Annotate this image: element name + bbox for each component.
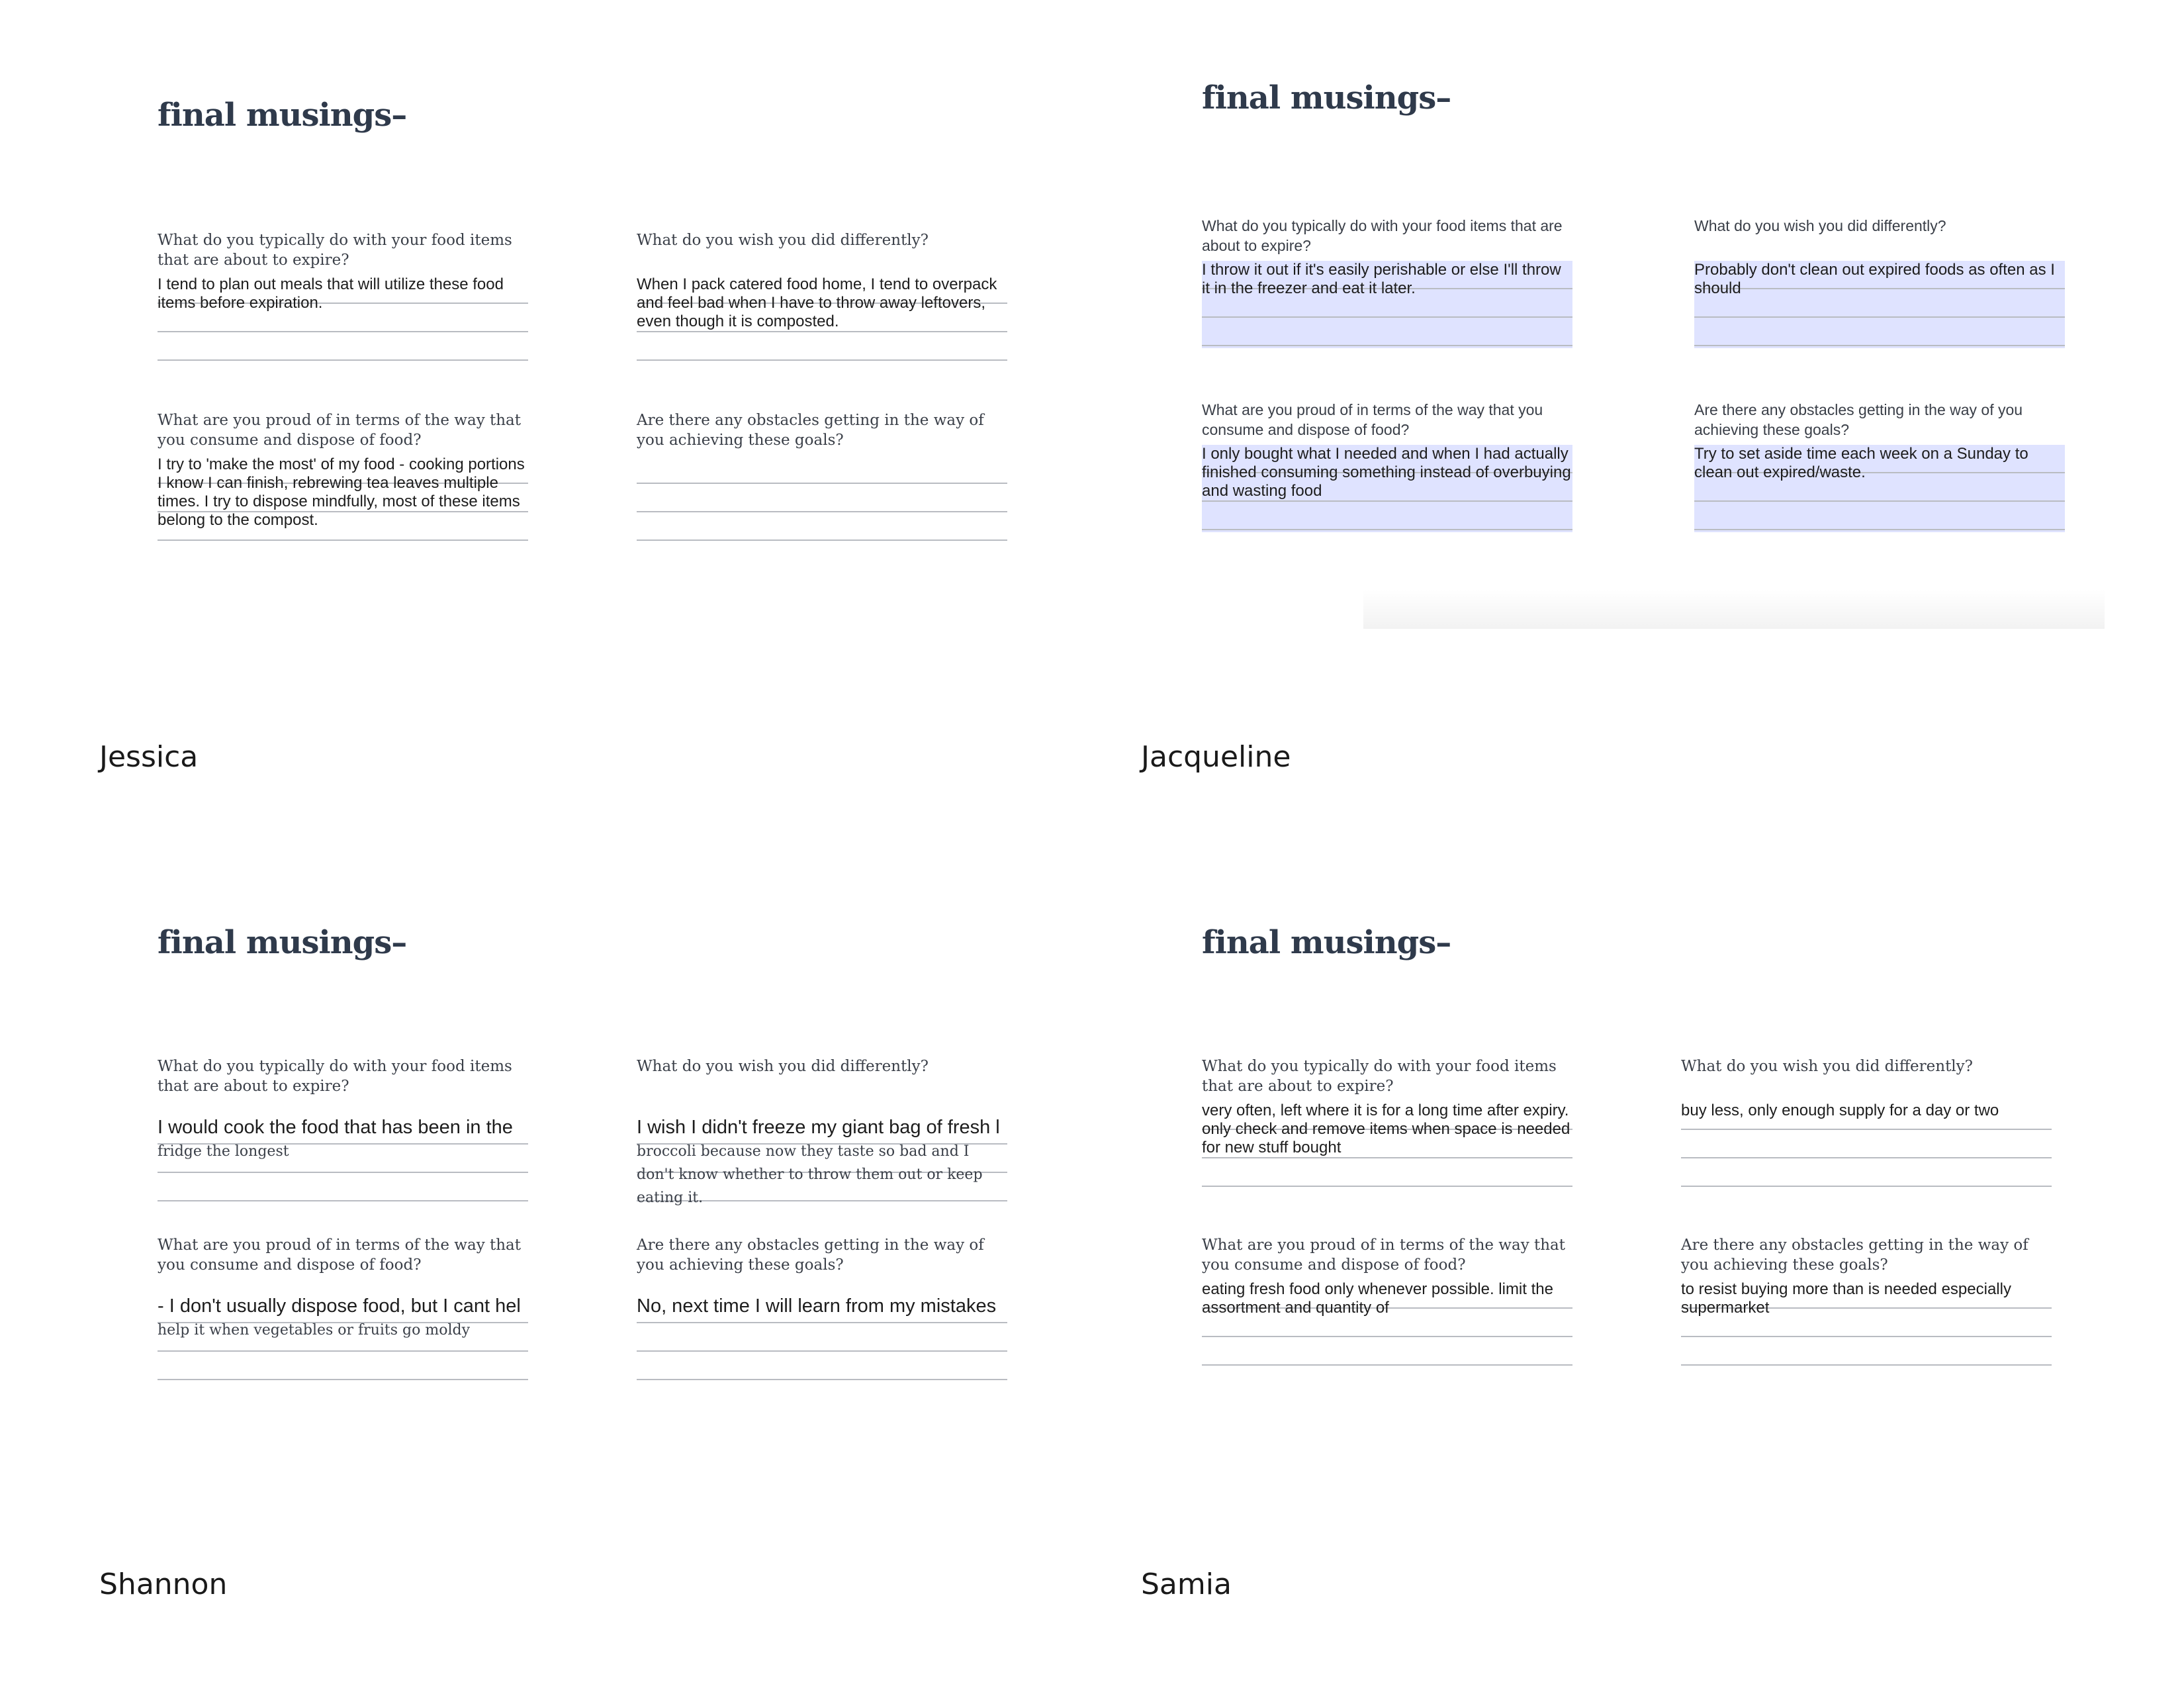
question-label: What are you proud of in terms of the way that you consume and dispose of food? xyxy=(158,1237,522,1274)
question-block-obstacles xyxy=(1681,1235,2052,1368)
answer-text xyxy=(158,1295,528,1340)
panel-title: final musings– xyxy=(1202,79,1451,117)
answer-text: Probably don't clean out expired foods as often as I should xyxy=(1694,261,2055,297)
question-block-wish xyxy=(1681,1056,2052,1189)
answer-line-2: help it when vegetables or fruits go moldy xyxy=(158,1322,471,1338)
panel-samia xyxy=(1092,827,2151,1601)
question-block-expire xyxy=(1202,216,1572,348)
question-block-obstacles xyxy=(637,410,1007,543)
answer-text: very often, left where it is for a long time after expiry. only check and remove items when space is needed for new stuff bought xyxy=(1202,1102,1570,1156)
answer-field[interactable] xyxy=(1202,1102,1572,1189)
answer-text: Try to set aside time each week on a Sunday to clean out expired/waste. xyxy=(1694,445,2028,481)
screenshot-shadow xyxy=(1363,589,2105,629)
question-label: Are there any obstacles getting in the way of you achieving these goals? xyxy=(637,412,984,449)
answer-text: When I pack catered food home, I tend to overpack and feel bad when I have to throw away leftovers, even though it is composted. xyxy=(637,275,997,330)
answer-line-2: broccoli because now they taste so bad and I don't know whether to throw them out or keep eating it. xyxy=(637,1143,983,1206)
question-block-obstacles xyxy=(1694,400,2065,532)
question-label: What do you wish you did differently? xyxy=(1681,1058,1973,1075)
answer-field[interactable] xyxy=(1681,1102,2052,1189)
answer-line-1: I would cook the food that has been in the xyxy=(158,1117,513,1138)
answer-field[interactable] xyxy=(1694,261,2065,348)
answer-field[interactable] xyxy=(158,455,528,543)
question-block-expire xyxy=(158,1056,528,1203)
answer-field[interactable] xyxy=(1202,445,1572,532)
answer-text: to resist buying more than is needed especially supermarket xyxy=(1681,1280,2011,1317)
answer-field[interactable] xyxy=(637,1116,1007,1206)
answer-text: I throw it out if it's easily perishable or else I'll throw it in the freezer and eat it later. xyxy=(1202,261,1561,297)
panel-title: final musings– xyxy=(158,924,407,961)
answer-text xyxy=(637,1295,1007,1317)
person-name: Shannon xyxy=(99,1568,228,1601)
question-block-proud xyxy=(158,1235,528,1382)
answer-field[interactable] xyxy=(158,275,528,363)
question-label: What do you typically do with your food items that are about to expire? xyxy=(1202,217,1563,254)
question-block-expire xyxy=(158,230,528,363)
question-block-proud xyxy=(158,410,528,543)
answer-text: eating fresh food only whenever possible. limit the assortment and quantity of xyxy=(1202,1280,1553,1317)
answer-field[interactable] xyxy=(637,275,1007,363)
answer-line-1: I wish I didn't freeze my giant bag of fresh l xyxy=(637,1117,1000,1138)
panel-title: final musings– xyxy=(1202,924,1451,961)
panel-jessica xyxy=(0,0,1059,774)
question-label: What do you wish you did differently? xyxy=(637,232,929,249)
question-label: What are you proud of in terms of the way that you consume and dispose of food? xyxy=(158,412,522,449)
panel-shannon xyxy=(0,827,1059,1601)
answer-text: buy less, only enough supply for a day or two xyxy=(1681,1102,1999,1119)
question-label: What do you wish you did differently? xyxy=(1694,217,1946,234)
answer-field[interactable] xyxy=(637,455,1007,543)
answer-field[interactable] xyxy=(1694,445,2065,532)
answer-line-1: No, next time I will learn from my mistakes xyxy=(637,1295,997,1317)
answer-line-2: fridge the longest xyxy=(158,1143,289,1160)
answer-field[interactable] xyxy=(158,1116,528,1203)
question-label: What do you typically do with your food items that are about to expire? xyxy=(1202,1058,1557,1095)
answer-field[interactable] xyxy=(637,1295,1007,1382)
question-block-obstacles xyxy=(637,1235,1007,1382)
question-label: Are there any obstacles getting in the way of you achieving these goals? xyxy=(637,1237,984,1274)
question-block-proud xyxy=(1202,400,1572,532)
answer-line-1: - I don't usually dispose food, but I cant hel xyxy=(158,1295,521,1317)
answer-text: I only bought what I needed and when I had actually finished consuming something instead of overbuying and wasting food xyxy=(1202,445,1571,500)
question-block-expire xyxy=(1202,1056,1572,1189)
answer-field[interactable] xyxy=(158,1295,528,1382)
answer-text: I tend to plan out meals that will utilize these food items before expiration. xyxy=(158,275,504,312)
panel-title: final musings– xyxy=(158,97,407,134)
answer-field[interactable] xyxy=(1202,1280,1572,1368)
question-label: What are you proud of in terms of the way that you consume and dispose of food? xyxy=(1202,401,1543,438)
answer-text xyxy=(158,1116,528,1162)
person-name: Jessica xyxy=(99,740,199,774)
question-block-wish xyxy=(1694,216,2065,348)
answer-field[interactable] xyxy=(1202,261,1572,348)
answer-text xyxy=(637,1116,1007,1208)
question-block-wish xyxy=(637,230,1007,363)
question-label: What are you proud of in terms of the way that you consume and dispose of food? xyxy=(1202,1237,1566,1274)
person-name: Jacqueline xyxy=(1141,740,1291,774)
question-block-proud xyxy=(1202,1235,1572,1368)
question-block-wish xyxy=(637,1056,1007,1206)
question-label: Are there any obstacles getting in the way of you achieving these goals? xyxy=(1681,1237,2028,1274)
answer-field[interactable] xyxy=(1681,1280,2052,1368)
question-label: What do you typically do with your food items that are about to expire? xyxy=(158,232,512,269)
question-label: What do you typically do with your food items that are about to expire? xyxy=(158,1058,512,1095)
person-name: Samia xyxy=(1141,1568,1232,1601)
answer-text: I try to 'make the most' of my food - cooking portions I know I can finish, rebrewing tea leaves multiple times. I try to dispose mindfully, most of these items belong to the compost. xyxy=(158,455,525,529)
question-label: What do you wish you did differently? xyxy=(637,1058,929,1075)
question-label: Are there any obstacles getting in the way of you achieving these goals? xyxy=(1694,401,2023,438)
panel-jacqueline xyxy=(1092,0,2151,774)
